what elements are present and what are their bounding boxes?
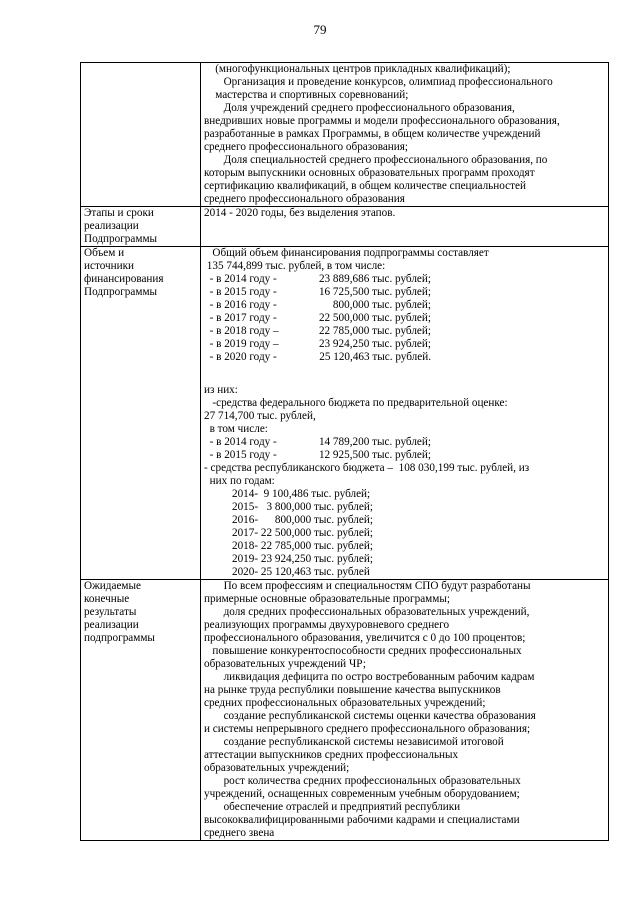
text-line: Общий объем финансирования подпрограммы составляет [204,247,489,259]
row-label [81,247,201,580]
table-row [81,580,609,841]
label-line: Этапы и сроки [84,207,154,219]
federal-year-row [204,436,605,449]
text-line: 2020- 25 120,463 тыс. рублей [204,566,370,578]
text-line: сертификацию квалификаций, в общем количестве специальностей [204,180,526,192]
label-line: конечные [84,593,130,605]
funding-amount: 23 889,686 тыс. рублей; [318,273,431,285]
text-line: -средства федерального бюджета по предварительной оценке: [204,397,508,409]
label-line: Ожидаемые [84,580,141,592]
label-line: финансирования [84,273,164,285]
text-line: реализующих программы двухуровневого среднего [204,619,450,631]
text-line: среднего профессионального образования [204,193,405,205]
text-line: Организация и проведение конкурсов, олимпиад профессионального [204,76,553,88]
text-line: которым выпускники основных образовательных программ проходят [204,167,535,179]
funding-year: - в 2019 году – [204,338,279,350]
spacer [204,364,605,384]
text-line: повышение конкурентоспособности средних профессиональных [204,645,522,657]
text-line: примерные основные образовательные программы; [204,593,450,605]
text-line: 2016- 800,000 тыс. рублей; [204,514,373,526]
text-line: обеспечение отраслей и предприятий республики [204,801,461,813]
row-label [81,207,201,247]
funding-amount: 14 789,200 тыс. рублей; [318,436,431,448]
funding-year: - в 2015 году - [204,449,277,461]
text-line: учреждений, оснащенных современным учебным оборудованием; [204,788,520,800]
text-line: 2017- 22 500,000 тыс. рублей; [204,527,373,539]
text-line: мастерства и спортивных соревнований; [204,89,409,101]
funding-year-row [204,273,605,286]
text-line: 2014- 9 100,486 тыс. рублей; [204,488,371,500]
table-row [81,63,609,207]
funding-year-row [204,299,605,312]
federal-year-row [204,449,605,462]
funding-year-row [204,286,605,299]
row-label [81,63,201,207]
funding-year-row [204,312,605,325]
text-line: 2015- 3 800,000 тыс. рублей; [204,501,373,513]
text-line: разработанные в рамках Программы, в общем количестве учреждений [204,128,541,140]
funding-amount: 12 925,500 тыс. рублей; [318,449,431,461]
funding-amount: 16 725,500 тыс. рублей; [318,286,431,298]
text-line: из них: [204,384,238,396]
text-line: 2019- 23 924,250 тыс. рублей; [204,553,373,565]
text-line: 135 744,899 тыс. рублей, в том числе: [204,260,386,272]
text-line: 27 714,700 тыс. рублей, [204,410,316,422]
funding-amount: 23 924,250 тыс. рублей; [318,338,431,350]
label-line: Подпрограммы [84,286,158,298]
label-line: Подпрограммы [84,233,158,245]
text-line: высококвалифицированными рабочими кадрами и специалистами [204,814,520,826]
funding-year: - в 2014 году - [204,273,277,285]
funding-amount: 25 120,463 тыс. рублей. [319,351,431,363]
text-line: создание республиканской системы оценки качества образования [204,710,536,722]
funding-year-row [204,338,605,351]
text-line: - средства республиканского бюджета – 108 030,199 тыс. рублей, из [204,462,530,474]
text-line: ликвидация дефицита по остро востребованным рабочим кадрам [204,671,535,683]
funding-amount: 22 785,000 тыс. рублей; [318,325,431,337]
funding-amount: 800,000 тыс. рублей; [332,299,431,311]
text-line: аттестации выпускников средних профессиональных [204,749,459,761]
funding-year: - в 2016 году - [204,299,277,311]
label-line: Объем и [84,247,125,259]
table-row [81,207,609,247]
funding-year: - в 2015 году - [204,286,277,298]
row-content [201,63,609,207]
funding-amount: 22 500,000 тыс. рублей; [318,312,431,324]
text-line: Доля специальностей среднего профессионального образования, по [204,154,548,166]
label-line: реализации [84,220,139,232]
funding-year: - в 2020 году - [204,351,277,363]
funding-year: - в 2017 году - [204,312,277,324]
row-content [201,580,609,841]
text-line: образовательных учреждений ЧР; [204,658,366,670]
page-number: 79 [313,22,327,37]
label-line: реализации [84,619,139,631]
text-line: профессионального образования, увеличится с 0 до 100 процентов; [204,632,526,644]
text-line: среднего профессионального образования; [204,141,409,153]
text-line: 2014 - 2020 годы, без выделения этапов. [204,207,396,219]
passport-table [80,62,609,841]
funding-year: - в 2018 году – [204,325,279,337]
text-line: среднего звена [204,827,275,839]
text-line: в том числе: [204,423,268,435]
table-row [81,247,609,580]
text-line: доля средних профессиональных образовательных учреждений, [204,606,530,618]
text-line: По всем профессиям и специальностям СПО будут разработаны [204,580,531,592]
text-line: них по годам: [204,475,275,487]
row-label [81,580,201,841]
text-line: 2018- 22 785,000 тыс. рублей; [204,540,373,552]
text-line: и системы непрерывного среднего профессионального образования; [204,723,531,735]
text-line: средних профессиональных образовательных учреждений; [204,697,486,709]
row-content [201,207,609,247]
row-content [201,247,609,580]
text-line: образовательных учреждений; [204,762,350,774]
funding-year-row [204,325,605,338]
funding-year-row [204,351,605,364]
text-line: внедривших новые программы и модели профессионального образования, [204,115,560,127]
text-line: на рынке труда республики повышение качества выпускников [204,684,501,696]
text-line: Доля учреждений среднего профессионального образования, [204,102,515,114]
text-line: создание республиканской системы независимой итоговой [204,736,504,748]
label-line: подпрограммы [84,632,155,644]
funding-year: - в 2014 году - [204,436,277,448]
label-line: источники [84,260,135,272]
label-line: результаты [84,606,137,618]
text-line: (многофункциональных центров прикладных квалификаций); [204,63,511,75]
text-line: рост количества средних профессиональных образовательных [204,775,521,787]
